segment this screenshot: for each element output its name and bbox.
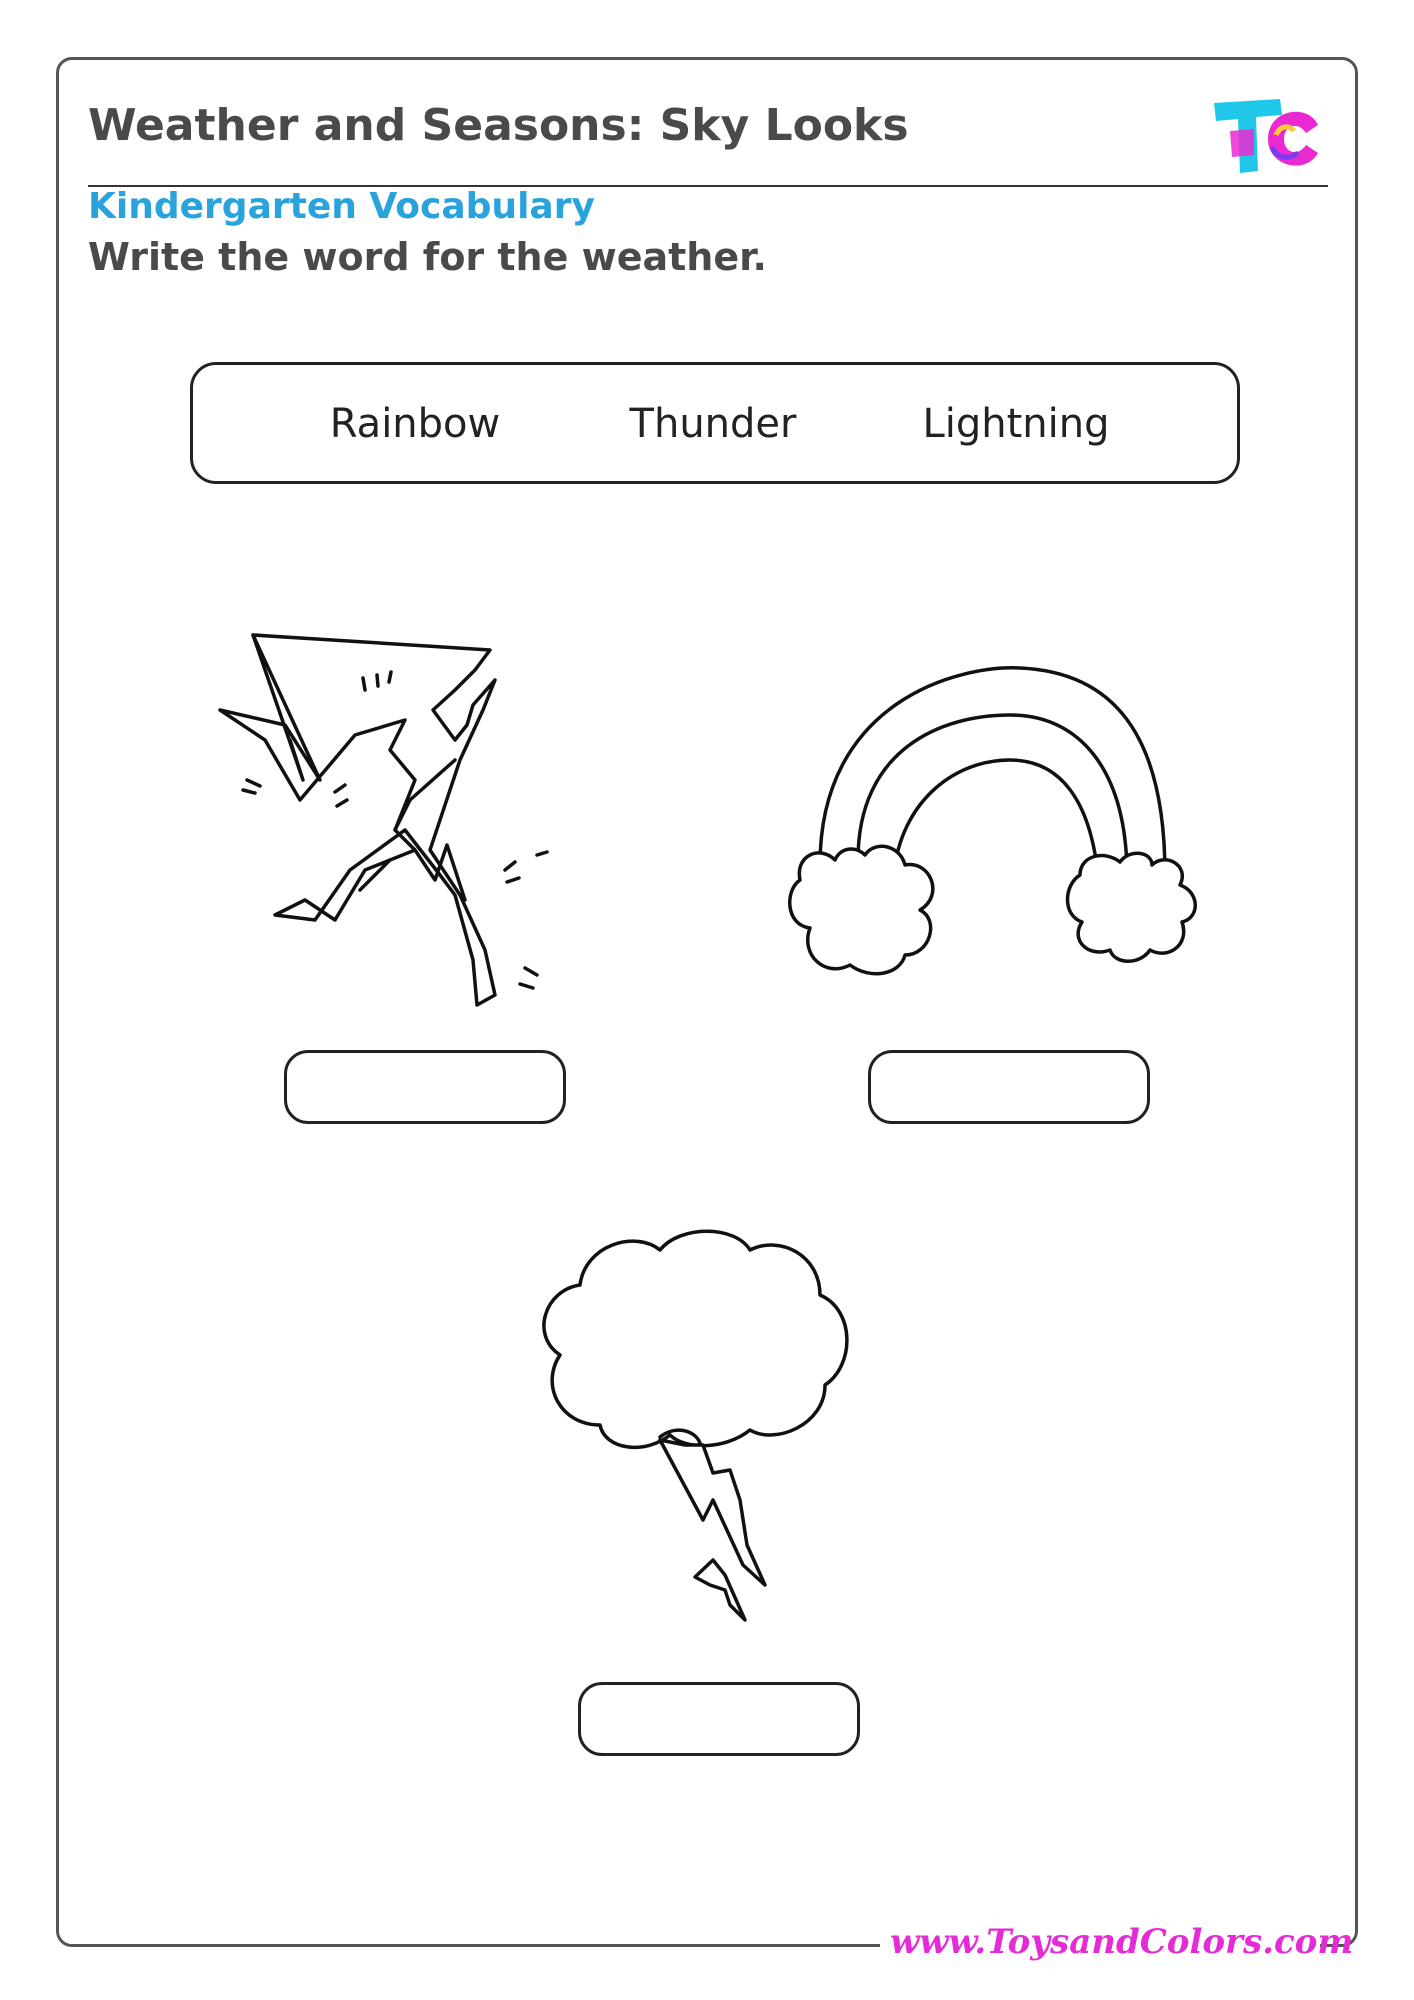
- tc-logo: [1210, 95, 1320, 177]
- answer-box[interactable]: [868, 1050, 1150, 1124]
- answer-box[interactable]: [284, 1050, 566, 1124]
- word-bank-item: Lightning: [922, 401, 1110, 447]
- word-bank-item: Thunder: [629, 401, 797, 447]
- website-link[interactable]: www.ToysandColors.com: [890, 1922, 1354, 1962]
- thunder-cloud-icon: [535, 1225, 865, 1645]
- subtitle: Kindergarten Vocabulary: [88, 186, 595, 227]
- page-title: Weather and Seasons: Sky Looks: [88, 100, 909, 151]
- instruction: Write the word for the weather.: [88, 235, 767, 279]
- answer-box[interactable]: [578, 1682, 860, 1756]
- lightning-bolt-icon: [215, 630, 605, 1010]
- word-bank-item: Rainbow: [329, 401, 501, 447]
- word-bank: [190, 362, 1240, 484]
- rainbow-icon: [780, 660, 1220, 1000]
